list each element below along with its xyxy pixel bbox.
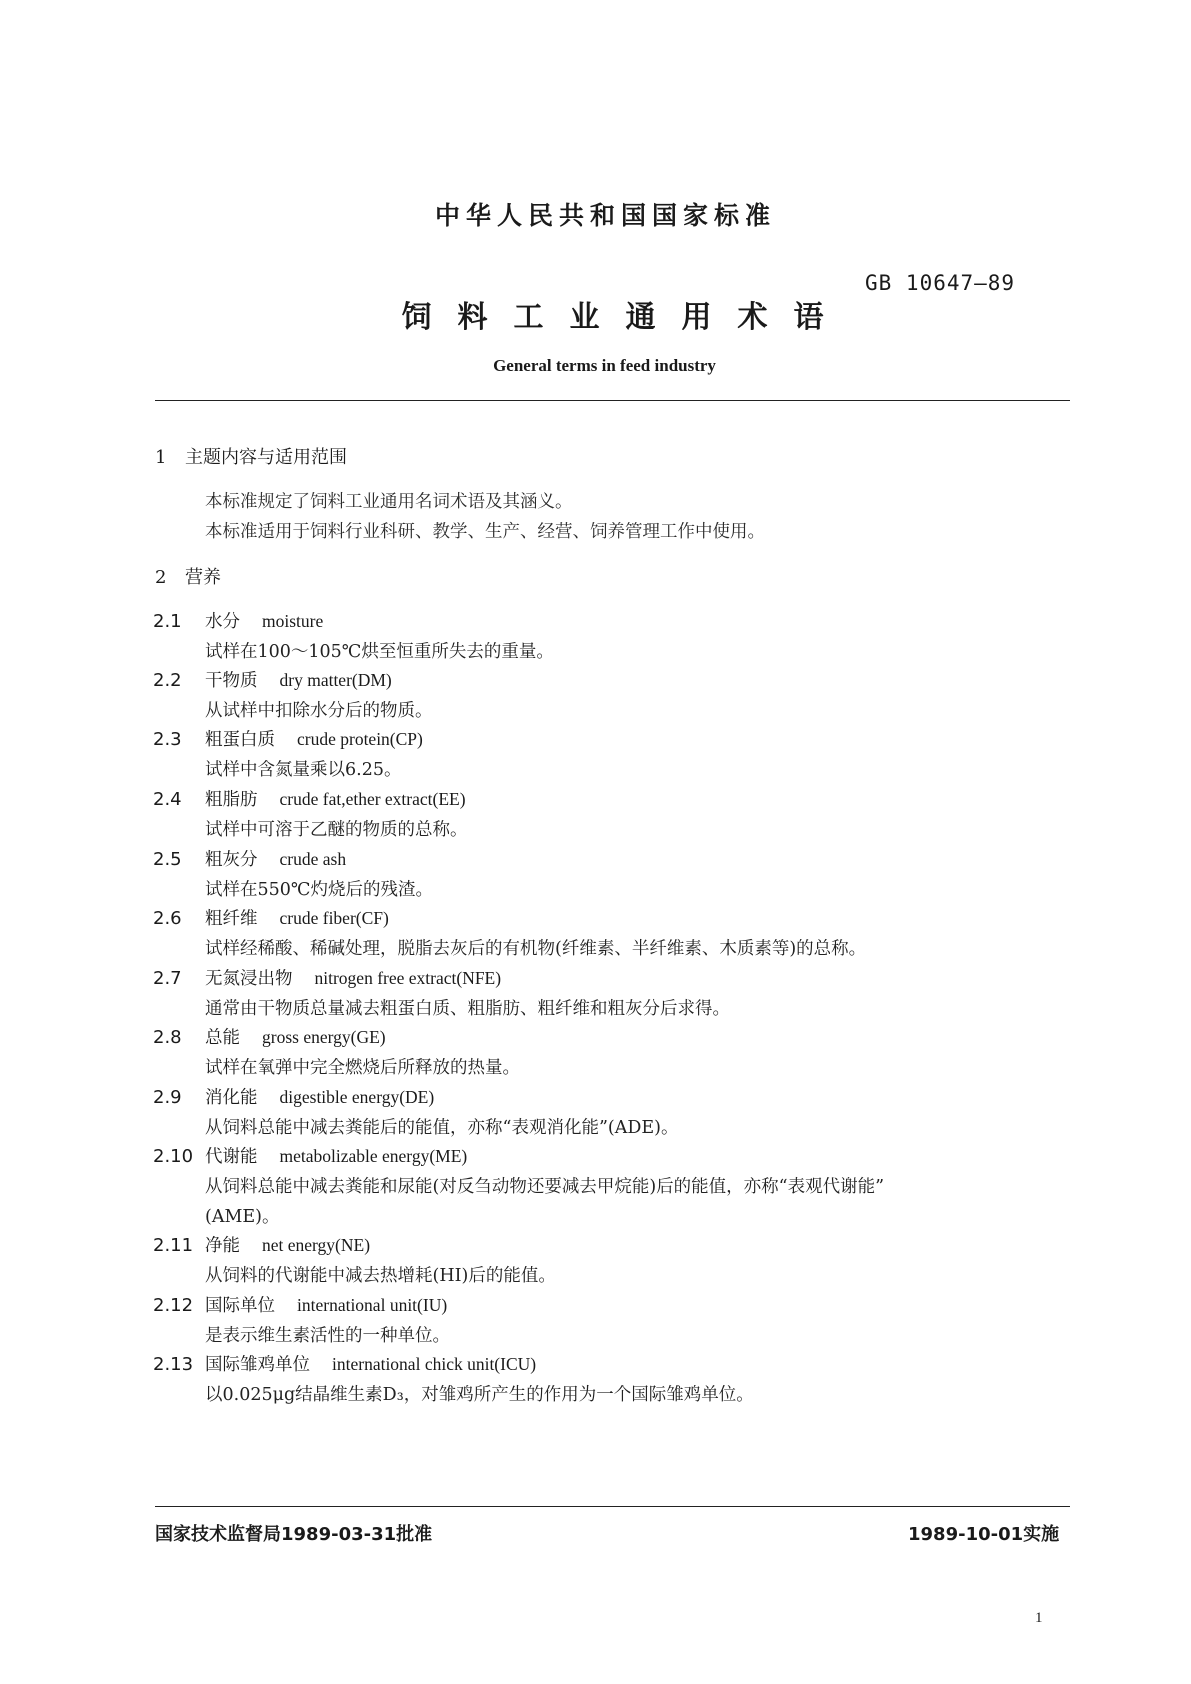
section-1-paragraph: 本标准规定了饲料工业通用名词术语及其涵义。 <box>205 492 573 512</box>
term-number: 2.13 <box>153 1354 194 1375</box>
term-entry <box>153 1351 536 1376</box>
header-divider <box>155 400 1070 401</box>
term-chinese: 干物质 <box>205 671 258 691</box>
term-chinese: 总能 <box>205 1028 240 1048</box>
term-entry <box>153 1232 370 1257</box>
term-definition: 以0.025μg结晶维生素D₃，对雏鸡所产生的作用为一个国际雏鸡单位。 <box>205 1385 754 1405</box>
term-chinese: 国际雏鸡单位 <box>205 1355 310 1375</box>
term-entry <box>153 726 423 751</box>
term-entry <box>153 667 392 692</box>
term-chinese: 代谢能 <box>205 1147 258 1167</box>
term-definition: 试样在100～105℃烘至恒重所失去的重量。 <box>205 642 554 662</box>
term-definition: 是表示维生素活性的一种单位。 <box>205 1326 450 1346</box>
term-number: 2.10 <box>153 1146 194 1167</box>
term-chinese: 消化能 <box>205 1088 258 1108</box>
term-number: 2.3 <box>153 729 182 750</box>
term-definition: 从饲料总能中减去粪能后的能值，亦称“表观消化能”(ADE)。 <box>205 1118 679 1138</box>
section-title: 营养 <box>185 567 221 588</box>
term-entry <box>153 1292 447 1317</box>
term-definition: 从饲料总能中减去粪能和尿能(对反刍动物还要减去甲烷能)后的能值，亦称“表观代谢能” <box>205 1177 885 1197</box>
term-chinese: 粗脂肪 <box>205 790 258 810</box>
term-number: 2.12 <box>153 1295 194 1316</box>
term-entry <box>153 1143 467 1168</box>
term-number: 2.2 <box>153 670 182 691</box>
implementation-date: 1989-10-01实施 <box>908 1524 1060 1545</box>
term-number: 2.7 <box>153 968 182 989</box>
term-definition: 通常由干物质总量减去粗蛋白质、粗脂肪、粗纤维和粗灰分后求得。 <box>205 999 730 1019</box>
term-chinese: 粗蛋白质 <box>205 730 275 750</box>
term-english: international unit(IU) <box>297 1295 448 1315</box>
term-english: moisture <box>262 611 324 631</box>
term-chinese: 净能 <box>205 1236 240 1256</box>
term-number: 2.4 <box>153 789 182 810</box>
issuing-organization: 中华人民共和国国家标准 <box>434 201 776 230</box>
document-title: 饲料工业通用术语 <box>401 300 850 335</box>
term-english: crude ash <box>279 849 347 869</box>
page-number: 1 <box>1035 1610 1043 1626</box>
term-entry <box>153 846 346 871</box>
term-english: crude fiber(CF) <box>279 908 389 928</box>
term-english: metabolizable energy(ME) <box>279 1146 468 1166</box>
document-subtitle: General terms in feed industry <box>493 356 716 375</box>
section-number: 1 <box>155 447 167 468</box>
term-definition: 从试样中扣除水分后的物质。 <box>205 701 433 721</box>
term-definition-continued: (AME)。 <box>205 1207 280 1227</box>
standard-code: GB 10647—89 <box>865 271 1016 295</box>
term-definition: 试样经稀酸、稀碱处理，脱脂去灰后的有机物(纤维素、半纤维素、木质素等)的总称。 <box>205 939 867 959</box>
term-english: crude protein(CP) <box>297 729 423 749</box>
term-definition: 从饲料的代谢能中减去热增耗(HI)后的能值。 <box>205 1266 556 1286</box>
term-english: nitrogen free extract(NFE) <box>314 968 502 988</box>
term-definition: 试样中可溶于乙醚的物质的总称。 <box>205 820 468 840</box>
term-chinese: 水分 <box>205 612 240 632</box>
term-number: 2.11 <box>153 1235 194 1256</box>
term-english: international chick unit(ICU) <box>332 1354 537 1374</box>
term-entry <box>153 786 466 811</box>
term-entry <box>153 965 501 990</box>
term-number: 2.5 <box>153 849 182 870</box>
approval-date: 国家技术监督局1989-03-31批准 <box>155 1524 433 1545</box>
section-1-heading <box>155 443 347 469</box>
term-english: net energy(NE) <box>262 1235 371 1255</box>
section-1-paragraph: 本标准适用于饲料行业科研、教学、生产、经营、饲养管理工作中使用。 <box>205 522 765 542</box>
term-number: 2.1 <box>153 611 182 632</box>
term-number: 2.9 <box>153 1087 182 1108</box>
term-chinese: 粗纤维 <box>205 909 258 929</box>
term-chinese: 无氮浸出物 <box>205 969 293 989</box>
term-entry <box>153 905 389 930</box>
term-english: digestible energy(DE) <box>279 1087 435 1107</box>
term-entry <box>153 1084 434 1109</box>
term-definition: 试样中含氮量乘以6.25。 <box>205 760 402 780</box>
term-entry <box>153 1024 386 1049</box>
section-title: 主题内容与适用范围 <box>185 447 347 468</box>
section-2-heading <box>155 563 221 589</box>
section-number: 2 <box>155 567 167 588</box>
term-entry <box>153 608 323 633</box>
term-chinese: 粗灰分 <box>205 850 258 870</box>
footer-divider <box>155 1506 1070 1507</box>
term-english: dry matter(DM) <box>279 670 392 690</box>
term-number: 2.6 <box>153 908 182 929</box>
term-definition: 试样在550℃灼烧后的残渣。 <box>205 880 433 900</box>
term-chinese: 国际单位 <box>205 1296 275 1316</box>
term-definition: 试样在氧弹中完全燃烧后所释放的热量。 <box>205 1058 520 1078</box>
term-number: 2.8 <box>153 1027 182 1048</box>
term-english: gross energy(GE) <box>262 1027 386 1047</box>
term-english: crude fat,ether extract(EE) <box>279 789 466 809</box>
